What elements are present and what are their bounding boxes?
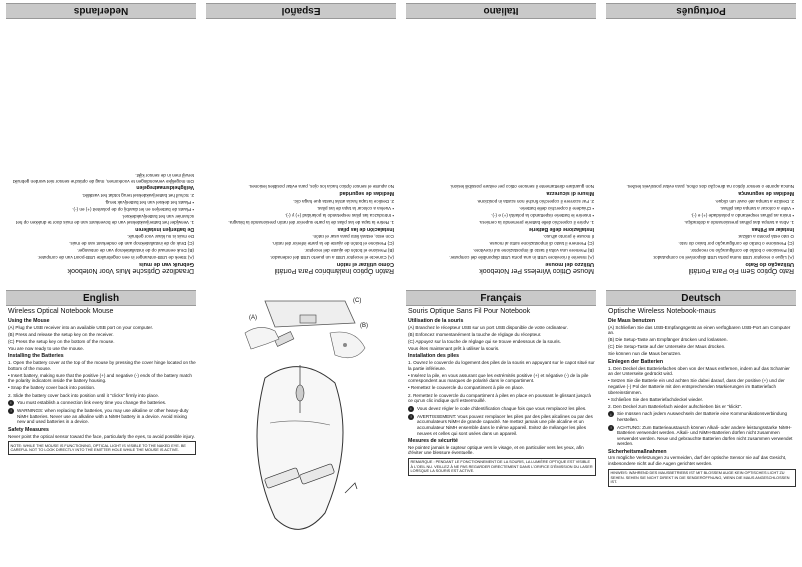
info-icon: i [608,411,614,417]
upside-down-half [0,0,802,282]
line: 1. Den Deckel des Batteriefaches oben von der Maus entfernen, indem auf das Scharnier an der Unterseite gedrückt wird. [608,365,790,377]
line: (B) Press and release the setup key on the receiver. [8,331,114,337]
line: • Snap the battery cover back into position. [8,385,96,391]
heading-batteries: Installation des piles [408,353,460,360]
line: (C) Druk op de installatieknop aan de onderkant van de muis. [69,241,194,247]
heading: Medidas de seguridad [339,190,394,197]
warning-icon: ! [608,425,614,431]
heading: Instalar as Pilhas [751,225,794,232]
heading-safety: Mesures de sécurité [408,438,458,445]
line: (C) Appuyez sur la touche de réglage qui se trouve endessous de la souris. [408,338,561,344]
line: Il mouse è pronto all'uso. [543,234,594,240]
note-text: Sie müssen nach jedem Auswechseln der Batterie eine Kommunikationsverbindung herstellen. [617,411,788,422]
note-text: ACHTUNG: Zum Batterieaustausch können Alkali- oder andere leistungsstarke NiMH-Batterien verwendet werden. Alkali- und NiMH-Batterien dürfen nicht zusammen verwendet werden. Neue und gebrauchte Batterien dürfen nicht zusammen verwendet werden. [617,424,793,447]
heading-using: Utilisation de la souris [408,318,464,324]
sub-italiano: Utilizzo del mouse [545,261,594,267]
line: (B) Druk eenmaal op de installatieknop van de ontvanger. [77,248,194,254]
col-english [8,308,196,457]
band-deutsch: Deutsch [606,290,796,306]
heading-batteries: Einlegen der Batterien [608,359,664,366]
line: (C) Pressione o botão de configuração por baixo do rato. [678,241,794,247]
band-italiano: Italiano [406,3,596,19]
line: • Remettez le couvercle du compartiment à pile en place. [408,385,524,391]
col-nederlands [6,171,194,274]
line: • Chiudere il coperchio delle batterie. [519,205,594,211]
sub-portugues: Utilização do Rato [745,261,794,267]
note-text: You must establish a connection link every time you change the batteries. [17,400,167,406]
line: Ne pointez jamais le capteur optique vers le visage, et en particulier vers les yeux, afin d'éviter une blessure éventuelle. [408,444,584,456]
note-connection [608,411,796,422]
info-icon: i [408,406,414,412]
line: • Schließen Sie den Batteriefachdeckel wieder. [608,396,704,402]
line: Um mögliche Verletzungen zu vermeiden, darf der optische Sensor nie auf das Gesicht, insbesondere nicht auf die Augen gerichtet werden. [608,455,787,467]
label-a: (A) [249,315,257,321]
note-warning [8,408,196,425]
heading-safety: Safety Measures [8,426,49,433]
heading: Misure di sicurezza [546,190,594,197]
line: 2. Deslize a tampa até ouvir um clique. [714,198,794,204]
band-nederlands: Nederlands [6,3,196,19]
line: 1. Open the battery cover at the top of the mouse by pressing the cover hinge located on the bottom of the mouse. [8,360,196,371]
label-b: (B) [360,323,368,329]
line: (B) Die Setup-Taste am Empfänger drücken und loslassen. [608,337,728,343]
mouse-illustration [205,293,400,558]
line: 2. Slide the battery cover back into position until it "clicks" firmly into place. [8,392,160,398]
line: Never point the optical sensor toward the face, particularly the eyes, to avoid possible injury. [8,433,195,439]
line: (A) Steek de USB-ontvanger in een ongebruikte USB-poort van de computer. [37,255,194,261]
line: De muis is nu klaar voor gebruik. [127,234,194,240]
note-text: AVERTISSEMENT: Vous pouvez remplacer les piles par des piles alcalines ou par des accumulateurs NiMH de grande capacité. Ne mettez jamais une pile alcaline et un accumulateur NiMH ensemble dans le même appareil. Evitez de mélanger les piles neuves et celles qui sont usées dans un appareil. [417,413,593,436]
line: (B) Pressione o botão de configuração no receptor. [690,248,794,254]
line: (A) Inserire il ricevitore USB in una porta USB disponibile del computer. [449,255,594,261]
note-box: REMARQUE : PENDANT LE FONCTIONNEMENT DE LA SOURIS, LA LUMIÈRE OPTIQUE EST VISIBLE À L'OEIL NU. VEILLEZ À NE PAS REGARDER DIRECTEMENT DANS L'ORIFICE D'ÉMISSION DU LASER LORSQUE LA SOURIS EST ACTIVE. [408,458,596,476]
heading-using: Using the Mouse [8,318,50,324]
title-espanol: Ratón Óptico Inalámbrico Para Portátil [274,267,394,274]
line: 1. Abra a tampa das pilhas pressionando a dobradiça. [684,219,794,225]
heading: Installazione delle Batterie [528,225,594,232]
sub-nederlands: Gebruik van de muis [138,261,194,267]
band-francais: Français [406,290,596,306]
note-connection [8,400,196,406]
line: Sie können nun die Maus benutzen. [608,351,682,357]
note-box: HINWEIS: WÄHREND DES MAUSBETRIEBS IST MIT BLOSSEM AUGE KEIN OPTISCHES LICHT ZU SEHEN. SEHEN SIE NICHT DIREKT IN DIE SENDERÖFFNUNG, WENN DIE MAUS ANGESCHLOSSEN IST. [608,469,796,487]
line: Om mogelijke verwondingen te voorkomen, mag de optische sensor niet worden gebruikt terwijl men in de sensor kijkt. [12,173,194,184]
note-warning [408,414,596,436]
line: (A) Plug the USB receiver into an available USB port on your computer. [8,324,154,330]
title-italiano: Mouse Ottico Wireless Per Notebook [479,267,594,274]
line: You are now ready to use the mouse. [8,345,84,351]
line: 1. Ouvrez le couvercle du logement des piles de la souris en appuyant sur le capot situé sur la partie inférieure. [408,360,595,371]
line: (B) Presione el botón de ajuste del receptor. [304,248,394,254]
col-deutsch [608,308,796,489]
line: No apunte el sensor óptico hacia los ojos, para evitar posibles lesiones. [248,184,394,190]
line: Nunca aponte o sensor óptico na direcção dos olhos, para evitar possíveis lesões. [626,184,794,190]
line: 2. Den Deckel zum Batteriefach wieder aufschieben bis er "klickt". [608,403,742,409]
note-text: Vous devez régler le code d'identification chaque fois que vous remplacez les piles. [417,405,587,411]
label-c: (C) [353,298,362,304]
line: O rato está pronto a utilizar. [737,234,794,240]
heading: Instalación de las pilas [337,225,394,232]
line: (B) Premere una volta il tasto di impostazione sul ricevitore. [472,248,594,254]
heading-batteries: Installing the Batteries [8,353,64,360]
line: (C) Presione el botón de ajuste de la parte inferior del ratón. [271,241,394,247]
note-connection [408,406,596,412]
line: 2. Remettez le couvercle du compartiment à piles en place en poussant le glissant jusqu'à ce qu'un clic indique qu'il estverrouillé. [408,392,591,404]
col-portugues [606,182,794,274]
line: (B) Enfoncez momentanément la touche de réglage du récepteur. [408,331,542,337]
line: • Vuelva a colocar la tapa de las pilas. [316,205,394,211]
line: Vous êtes maintenant prêt à utiliser la souris. [408,345,500,351]
sub-espanol: Cómo utilizar el ratón [336,261,394,267]
line: • Inserire le batterie rispettando la polarità (+) e (-). [491,212,594,218]
line: • Plaats het deksel van het batterijvak terug. [104,200,194,206]
warning-icon: ! [8,408,14,414]
col-francais [408,308,596,478]
line: Non guardare direttamente il sensore ottico per evitare possibili lesioni. [449,184,594,190]
note-text: WARNINGS: when replacing the batteries, you may use alkaline or other heavy-duty NiMH batteries. Never use an alkaline with a NiMH battery in a device. Avoid mixing new and used batteries in a device. [17,408,189,425]
line: • Plaats de batterijen en let daarbij op de polariteit (+) en (-). [72,207,194,213]
heading-using: Die Maus benutzen [608,318,655,324]
heading-safety: Sicherheitsmaßnahmen [608,448,667,455]
line: 1. Retire la tapa de las pilas de la parte superior del ratón presionando la bisagra. [228,219,394,225]
line: (C) Press the setup key on the bottom of the mouse. [8,338,115,344]
line: • Setzen Sie die Batterie ein und achten Sie dabei darauf, dass der positive (+) und der negative (-) Pol der Batterie mit den entsprechenden Markierungen im Batteriefach übereinstimmen. [608,378,785,395]
band-portugues: Português [606,3,796,19]
line: Con esto, estará listo para usar el ratón. [312,234,394,240]
warning-icon: ! [408,414,414,420]
mouse-diagram [205,293,400,558]
line: (A) Schließen Sie das USB-Empfangsgerät an einen verfügbaren USB-Port am Computer an. [608,324,791,336]
line: • Insérez la pile, en vous assurant que les extrémités positive (+) et négative (-) de la pile correspondent aux marques de polarité dans le compartiment. [408,372,589,384]
line: (C) Premere il tasto di impostazione sotto al mouse. [488,241,594,247]
line: • Volte a colocar a tampa das pilhas. [719,205,794,211]
line: (A) Ligue o receptor USB numa porta USB disponível no computador. [652,255,794,261]
band-english: English [6,290,196,306]
line: 2. Schuif het batterijvakdeksel terug totdat het vastklikt. [81,193,194,199]
title-nederlands: Draadloze Optische Muis Voor Notebook [67,267,194,274]
line: • Insira as pilhas respeitando a polaridade (+) e (-). [690,212,794,218]
line: (A) Conecte el receptor USB a un puerto USB del ordenador. [269,255,394,261]
line: (A) Branchez le récepteur USB sur un port USB disponible de votre ordinateur. [408,324,568,330]
line: 2. Deslice la tapa hacia atrás hasta que haga clic. [292,198,394,204]
title-portugues: Rato Óptico Sem Fio Para Portátil [688,267,794,274]
heading: Medidas de segurança [738,190,794,197]
title-english: Wireless Optical Notebook Mouse [8,308,114,315]
col-espanol [206,182,394,274]
band-espanol: Español [206,3,396,19]
line: • Introduzca las pilas respetando la polaridad (+) y (-). [284,212,394,218]
info-icon: i [8,400,14,406]
heading: De batterijen installeren [135,225,194,232]
note-warning [608,425,796,447]
col-italiano [406,182,594,274]
line: 1. Aprire il coperchio delle batterie premendo la cerniera. [478,219,594,225]
title-francais: Souris Optique Sans Fil Pour Notebook [408,308,531,315]
line: 1. Verwijder het batterijvakdeksel van de bovenkant van de muis door te drukken op het scharnier van het batterijvakdeksel. [16,214,194,225]
line: • Insert battery, making sure that the positive (+) and negative (-) ends of the battery match the polarity indicators inside the battery housing. [8,372,192,384]
title-deutsch: Optische Wireless Notebook-maus [608,308,716,315]
line: 2. Far scorrere il coperchio finché non scatta in posizione. [476,198,594,204]
note-box: NOTE: WHILE THE MOUSE IS FUNCTIONING, OPTICAL LIGHT IS VISIBLE TO THE NAKED EYE. BE CAREFUL NOT TO LOOK DIRECTLY INTO THE EMITTER HOLE WHILE THE MOUSE IS ACTIVE. [8,441,196,455]
heading: Veiligheidsmaatregelen [136,184,194,191]
line: (C) Die Setup-Taste auf der Unterseite der Maus drücken. [608,344,726,350]
